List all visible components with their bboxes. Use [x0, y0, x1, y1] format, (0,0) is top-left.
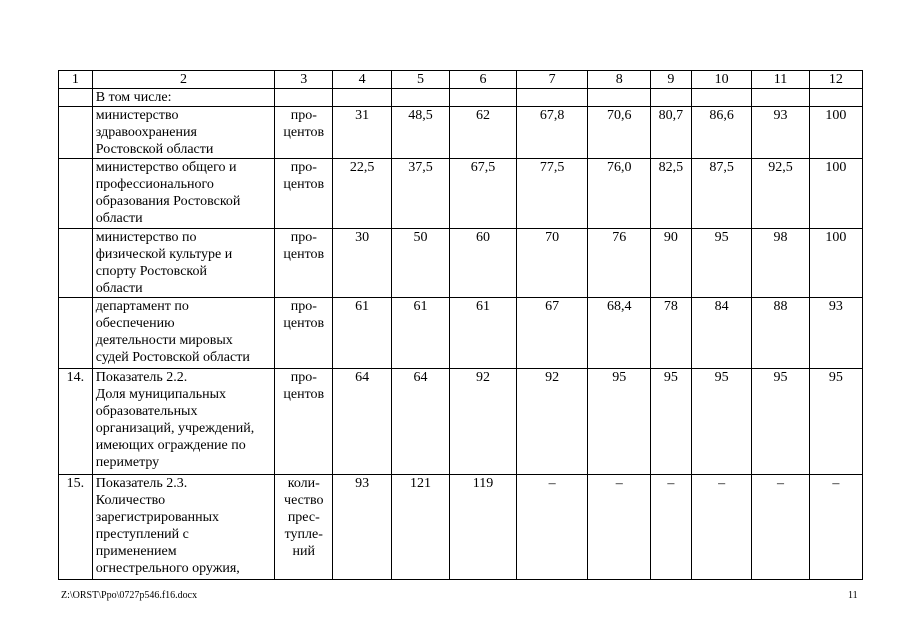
column-number-10: 10 — [691, 71, 751, 89]
indicator-name-line: применением — [95, 544, 177, 559]
value-cell — [588, 89, 650, 107]
value-cell: 67,8 — [516, 107, 588, 159]
indicator-name — [92, 229, 274, 298]
indicator-name-line: образовательных — [95, 404, 198, 419]
value-cell — [333, 89, 391, 107]
table-row — [59, 229, 863, 298]
value-cell: 86,6 — [691, 107, 751, 159]
value-cell: 76 — [588, 229, 650, 298]
unit-line: центов — [283, 316, 325, 331]
value-cell: 95 — [588, 369, 650, 475]
value-cell — [450, 89, 517, 107]
indicator-name-line: преступлений с — [95, 527, 189, 542]
row-number — [59, 229, 93, 298]
column-number-7: 7 — [516, 71, 588, 89]
indicator-name-line: Показатель 2.3. — [95, 476, 188, 491]
column-number-12: 12 — [809, 71, 862, 89]
value-cell: 98 — [752, 229, 809, 298]
indicator-name-line: министерство — [95, 108, 179, 123]
value-cell: 84 — [691, 298, 751, 369]
unit-of-measure — [275, 475, 333, 580]
unit-line: ний — [292, 544, 316, 559]
value-cell: 64 — [391, 369, 449, 475]
unit-of-measure — [275, 298, 333, 369]
value-cell: – — [588, 475, 650, 580]
value-cell: 95 — [691, 369, 751, 475]
unit-line: про- — [290, 160, 317, 175]
column-number-3: 3 — [275, 71, 333, 89]
value-cell: – — [516, 475, 588, 580]
value-cell: 92,5 — [752, 159, 809, 229]
indicator-name — [92, 369, 274, 475]
value-cell: 76,0 — [588, 159, 650, 229]
value-cell: 119 — [450, 475, 517, 580]
value-cell: 31 — [333, 107, 391, 159]
table-row — [59, 107, 863, 159]
value-cell: 100 — [809, 229, 862, 298]
table-row — [59, 89, 863, 107]
indicator-name-line: организаций, учреждений, — [95, 421, 255, 436]
indicator-name-line: Ростовской области — [95, 142, 214, 157]
unit-line: коли- — [287, 476, 320, 491]
value-cell: 100 — [809, 159, 862, 229]
table-row — [59, 159, 863, 229]
table-row — [59, 475, 863, 580]
value-cell — [650, 89, 691, 107]
unit-of-measure — [275, 107, 333, 159]
indicator-name-line: профессионального — [95, 177, 214, 192]
value-cell: 95 — [650, 369, 691, 475]
indicator-name-line: В том числе: — [95, 90, 172, 105]
value-cell: 121 — [391, 475, 449, 580]
indicator-name-line: Количество — [95, 493, 166, 508]
indicator-name-line: области — [95, 211, 143, 226]
indicator-name-line: имеющих ограждение по — [95, 438, 246, 453]
row-number: 15. — [59, 475, 93, 580]
indicator-name-line: периметру — [95, 455, 160, 470]
value-cell: 48,5 — [391, 107, 449, 159]
value-cell: 37,5 — [391, 159, 449, 229]
indicator-name-line: судей Ростовской области — [95, 350, 250, 365]
indicator-name-line: физической культуре и — [95, 247, 233, 262]
value-cell: 67,5 — [450, 159, 517, 229]
value-cell — [809, 89, 862, 107]
value-cell — [391, 89, 449, 107]
value-cell: 93 — [333, 475, 391, 580]
column-number-8: 8 — [588, 71, 650, 89]
value-cell: 82,5 — [650, 159, 691, 229]
value-cell: 78 — [650, 298, 691, 369]
value-cell: 95 — [809, 369, 862, 475]
value-cell: – — [809, 475, 862, 580]
row-number — [59, 107, 93, 159]
unit-line: центов — [283, 125, 325, 140]
indicator-name-line: зарегистрированных — [95, 510, 220, 525]
indicator-name-line: спорту Ростовской — [95, 264, 208, 279]
unit-of-measure — [275, 369, 333, 475]
value-cell: 64 — [333, 369, 391, 475]
unit-of-measure — [275, 89, 333, 107]
unit-line: центов — [283, 387, 325, 402]
value-cell: 100 — [809, 107, 862, 159]
indicator-name-line: Показатель 2.2. — [95, 370, 188, 385]
indicator-name-line: деятельности мировых — [95, 333, 233, 348]
unit-line: про- — [290, 230, 317, 245]
row-number: 14. — [59, 369, 93, 475]
indicator-table — [58, 70, 863, 580]
value-cell: 60 — [450, 229, 517, 298]
unit-line: чество — [284, 493, 324, 508]
indicator-name-line: огнестрельного оружия, — [95, 561, 240, 576]
indicator-name-line: департамент по — [95, 299, 189, 314]
indicator-name — [92, 159, 274, 229]
table-row — [59, 298, 863, 369]
value-cell: 70,6 — [588, 107, 650, 159]
unit-of-measure — [275, 229, 333, 298]
column-number-row — [59, 71, 863, 89]
indicator-name — [92, 107, 274, 159]
value-cell: – — [752, 475, 809, 580]
value-cell: 61 — [450, 298, 517, 369]
page-number: 11 — [848, 590, 858, 601]
value-cell: 87,5 — [691, 159, 751, 229]
column-number-5: 5 — [391, 71, 449, 89]
value-cell: 68,4 — [588, 298, 650, 369]
unit-line: про- — [290, 299, 317, 314]
table-row — [59, 369, 863, 475]
value-cell: – — [691, 475, 751, 580]
value-cell: 61 — [333, 298, 391, 369]
row-number — [59, 298, 93, 369]
value-cell: 70 — [516, 229, 588, 298]
column-number-6: 6 — [450, 71, 517, 89]
unit-line: центов — [283, 247, 325, 262]
value-cell: 61 — [391, 298, 449, 369]
indicator-name-line: министерство по — [95, 230, 197, 245]
unit-of-measure — [275, 159, 333, 229]
column-number-4: 4 — [333, 71, 391, 89]
value-cell: 77,5 — [516, 159, 588, 229]
indicator-name — [92, 298, 274, 369]
unit-line: про- — [290, 108, 317, 123]
unit-line: прес- — [287, 510, 320, 525]
value-cell: 50 — [391, 229, 449, 298]
row-number — [59, 89, 93, 107]
value-cell: 30 — [333, 229, 391, 298]
indicator-name — [92, 89, 274, 107]
indicator-name-line: здравоохранения — [95, 125, 197, 140]
value-cell: 62 — [450, 107, 517, 159]
column-number-11: 11 — [752, 71, 809, 89]
value-cell — [752, 89, 809, 107]
unit-line: тупле- — [284, 527, 323, 542]
value-cell: 67 — [516, 298, 588, 369]
indicator-name-line: Доля муниципальных — [95, 387, 227, 402]
value-cell: 95 — [752, 369, 809, 475]
value-cell: – — [650, 475, 691, 580]
column-number-1: 1 — [59, 71, 93, 89]
unit-line: центов — [283, 177, 325, 192]
indicator-name — [92, 475, 274, 580]
value-cell — [516, 89, 588, 107]
indicator-name-line: обеспечению — [95, 316, 175, 331]
value-cell: 90 — [650, 229, 691, 298]
value-cell: 95 — [691, 229, 751, 298]
value-cell: 80,7 — [650, 107, 691, 159]
value-cell: 88 — [752, 298, 809, 369]
row-number — [59, 159, 93, 229]
indicator-name-line: министерство общего и — [95, 160, 237, 175]
value-cell: 93 — [809, 298, 862, 369]
document-path: Z:\ORST\Ppo\0727p546.f16.docx — [61, 590, 198, 601]
value-cell: 92 — [450, 369, 517, 475]
column-number-9: 9 — [650, 71, 691, 89]
indicator-name-line: образования Ростовской — [95, 194, 241, 209]
value-cell: 22,5 — [333, 159, 391, 229]
value-cell: 92 — [516, 369, 588, 475]
unit-line: про- — [290, 370, 317, 385]
column-number-2: 2 — [92, 71, 274, 89]
indicator-name-line: области — [95, 281, 143, 296]
value-cell — [691, 89, 751, 107]
value-cell: 93 — [752, 107, 809, 159]
